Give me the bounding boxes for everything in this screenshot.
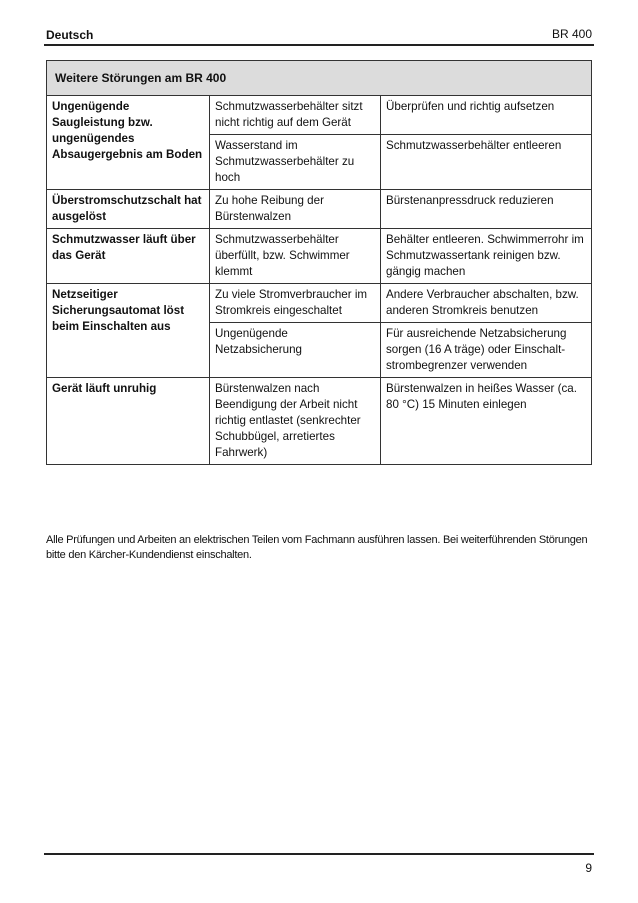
remedy-cell: Für ausreichende Netzabsicherung sorgen (16 A träge) oder Einschalt-strombegrenzer verwenden [381,323,592,378]
footer-rule [44,853,594,855]
remedy-cell: Bürstenwalzen in heißes Wasser (ca. 80 °C) 15 Minuten einlegen [381,378,592,465]
cause-cell: Schmutzwasserbehälter überfüllt, bzw. Schwimmer klemmt [210,229,381,284]
cause-cell: Ungenügende Netzabsicherung [210,323,381,378]
table-row [47,378,592,465]
problem-cell: Ungenügende Saugleistung bzw. ungenügendes Absaugergebnis am Boden [47,96,210,190]
fault-table [46,60,592,465]
cause-cell: Zu viele Stromverbraucher im Stromkreis eingeschaltet [210,284,381,323]
table-row [47,284,592,323]
problem-cell: Gerät läuft unruhig [47,378,210,465]
cause-cell: Bürstenwalzen nach Beendigung der Arbeit nicht richtig entlastet (senkrechter Schubbügel, arretiertes Fahrwerk) [210,378,381,465]
cause-cell: Schmutzwasserbehälter sitzt nicht richtig auf dem Gerät [210,96,381,135]
problem-cell: Überstromschutzschalt hat ausgelöst [47,190,210,229]
remedy-cell: Andere Verbraucher abschalten, bzw. anderen Stromkreis benutzen [381,284,592,323]
header-rule [44,44,594,46]
table-row [47,190,592,229]
table-row [47,96,592,135]
cause-cell: Zu hohe Reibung der Bürstenwalzen [210,190,381,229]
header-language: Deutsch [46,28,94,42]
remedy-cell: Bürstenanpressdruck reduzieren [381,190,592,229]
problem-cell: Netzseitiger Sicherungsautomat löst beim Einschalten aus [47,284,210,378]
table-title: Weitere Störungen am BR 400 [47,61,592,96]
page-number: 9 [585,861,592,875]
remedy-cell: Überprüfen und richtig aufsetzen [381,96,592,135]
remedy-cell: Behälter entleeren. Schwimmerrohr im Schmutzwassertank reinigen bzw. gängig machen [381,229,592,284]
remedy-cell: Schmutzwasserbehälter entleeren [381,135,592,190]
problem-cell: Schmutzwasser läuft über das Gerät [47,229,210,284]
table-row [47,229,592,284]
service-note: Alle Prüfungen und Arbeiten an elektrischen Teilen vom Fachmann ausführen lassen. Bei weiterführenden Störungen bitte den Kärcher-Kundendienst einschalten. [46,534,588,561]
cause-cell: Wasserstand im Schmutzwasserbehälter zu hoch [210,135,381,190]
header-model: BR 400 [551,27,592,41]
